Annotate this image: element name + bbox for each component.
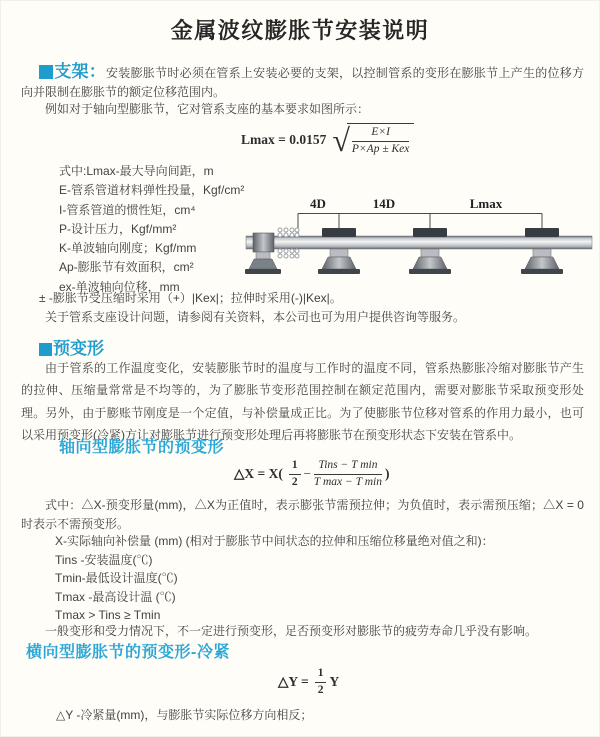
- definition-item: E-管系管道材料弹性投量，Kgf/cm²: [59, 183, 245, 198]
- axial-note-item: Tmax -最高设计温 (℃): [55, 589, 176, 604]
- axial-preform-formula: [234, 459, 389, 490]
- definition-item: I-管系管道的惯性矩，cm⁴: [59, 202, 196, 217]
- axial-note-last: 一般变形和受力情况下，不一定进行预变形，足否预变形对膨胀节的疲劳寿命几乎没有影响。: [45, 624, 538, 638]
- definition-item: Ap-膨胀节有效面积，cm²: [59, 260, 194, 275]
- lateral-subsection-heading: 横向型膨胀节的预变形-冷紧: [26, 644, 230, 661]
- preform-paragraph: 由于管系的工作温度变化，安装膨胀节时的温度与工作时的温度不同，管系热膨胀冷缩对膨胀节产生的拉伸、压缩量常常是不均等的，为了膨胀节变形范围控制在额定范围内，需要对膨胀节采取预变形处理。另外，由于膨账节刚度是一个定值，与补偿量成正比。为了使膨胀节位移对管系的作用力最小，也可以采用预变形(冷紧)方让对膨胀节进行预变形处理后再将膨胀节在预变形状态下安装在管系中。: [21, 361, 584, 443]
- axial-formula-lhs: △X = X(: [234, 466, 283, 482]
- pipe: [246, 236, 592, 249]
- dimension-label-lmax: Lmax: [469, 196, 503, 211]
- temperature-fraction: $\frac{\text{Tins − T min}}{\text{T max − T min}}$: [313, 459, 382, 488]
- formula-numerator: E×I: [352, 126, 410, 142]
- preform-section-heading: 预变形: [39, 334, 104, 359]
- formula-lhs: Lmax = 0.0157: [241, 131, 327, 147]
- support-example-text: 例如对于轴向型膨胀节，它对管系支座的基本要求如图所示：: [45, 102, 370, 116]
- minus-operator: −: [303, 466, 311, 482]
- one-half-fraction: $\frac{1}{2}$: [289, 459, 301, 490]
- lmax-formula: [241, 123, 414, 157]
- definition-item: ex-单波轴向位移，mm: [59, 279, 180, 294]
- close-paren: ): [384, 466, 390, 482]
- lateral-note: △Y -冷紧量(mm)，与膨胀节实际位移方向相反；: [56, 708, 313, 722]
- axial-note-item: Tmax > Tins ≥ Tmin: [55, 608, 161, 623]
- dimension-label-4d: 4D: [310, 196, 326, 211]
- radical-icon: √: [332, 121, 350, 158]
- dimension-label-14d: 14D: [372, 196, 396, 211]
- section-marker-icon: [39, 65, 53, 79]
- guide-support: [409, 228, 451, 274]
- formula-denominator: P×Ap ± Kex: [351, 142, 410, 155]
- support-section-heading: 支架：: [54, 62, 107, 81]
- square-root-expression: [332, 123, 414, 157]
- pipe-support-diagram: [239, 194, 599, 276]
- guide-support: [521, 228, 563, 274]
- axial-note-item: X-实际轴向补偿量 (mm) (相对于膨胀节中间状态的拉伸和压缩位移量绝对值之和)：: [55, 534, 494, 548]
- support-intro-text: 安装膨胀节时必须在管系上安装必要的支架，以控制管系的变形在膨胀节上产生的位移方向并限制在膨胀节的额定位移范围内。: [21, 66, 584, 99]
- section-marker-icon: [39, 343, 52, 356]
- axial-note-item: Tins -安装温度(℃): [55, 552, 153, 567]
- lateral-formula-lhs: △Y =: [278, 674, 309, 690]
- page-title: 金属波纹膨胀节安装说明: [170, 18, 430, 43]
- definition-item: P-设计压力，Kgf/mm²: [59, 221, 177, 236]
- plus-minus-note: ± -膨胀节受压缩时采用（+）|Kex|；拉伸时采用(-)|Kex|。: [39, 291, 342, 305]
- definition-item: 式中:Lmax-最大导向间距，m: [59, 164, 214, 178]
- definition-item: K-单波轴向刚度；Kgf/mm: [59, 241, 197, 256]
- lateral-formula-rhs: Y: [329, 674, 340, 690]
- one-half-fraction: $\frac{1}{2}$: [315, 667, 327, 698]
- axial-subsection-heading: 轴向型膨胀节的预变形: [59, 439, 225, 456]
- lateral-preform-formula: [278, 667, 339, 698]
- axial-note-main: 式中：△X-预变形量(mm)，△X为正值时，表示膨张节需预拉伸；为负值时，表示需预压缩；△X = 0时表示不需预变形。: [21, 498, 584, 531]
- axial-notes-list: [55, 532, 585, 625]
- axial-note-item: Tmin-最低设计温度(℃): [55, 571, 178, 586]
- guide-support: [318, 228, 360, 274]
- support-section-paragraph: [21, 57, 584, 102]
- consult-note: 关于管系支座设计问题，请参阅有关资料，本公司也可为用户提供咨询等服务。: [45, 310, 466, 324]
